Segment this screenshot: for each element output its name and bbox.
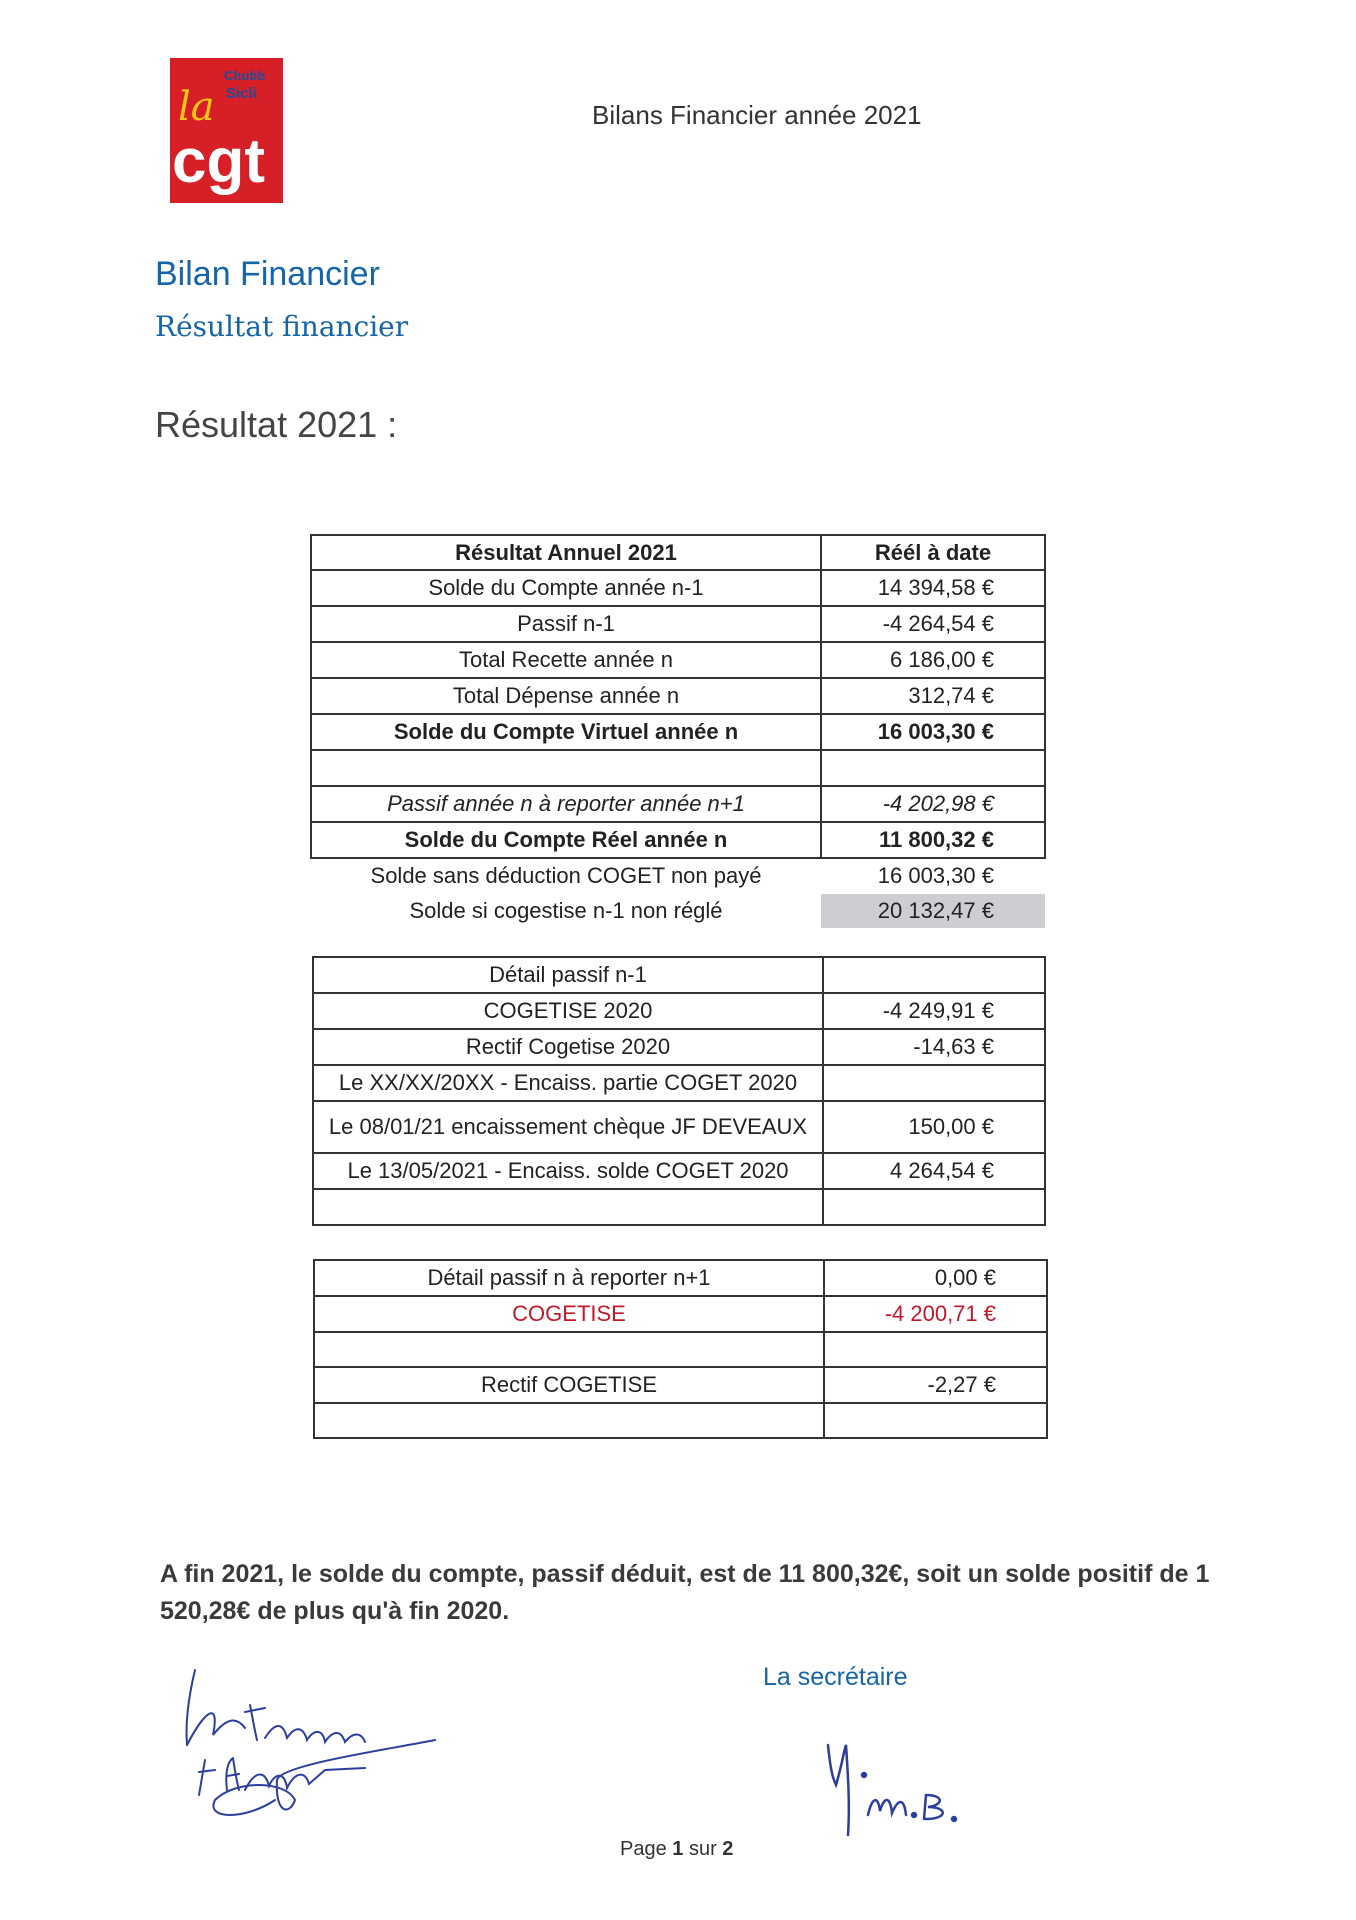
row-value: 14 394,58 € xyxy=(821,570,1045,606)
table-row xyxy=(311,786,1045,822)
row-label xyxy=(311,750,821,786)
annual-result-table xyxy=(310,534,1046,929)
table-row xyxy=(314,1332,1047,1367)
table-row xyxy=(311,822,1045,858)
highlighted-value: 20 132,47 € xyxy=(821,894,1045,928)
row-label xyxy=(314,1403,824,1438)
row-label: Détail passif n-1 xyxy=(313,957,823,993)
section-title: Bilan Financier xyxy=(155,255,380,293)
conclusion-text: A fin 2021, le solde du compte, passif déduit, est de 11 800,32€, soit un solde positif de 1 520,28€ de plus qu'à fin 2020. xyxy=(160,1560,1210,1625)
row-label: Passif année n à reporter année n+1 xyxy=(311,786,821,822)
cgt-logo xyxy=(170,58,283,203)
svg-text:la: la xyxy=(178,84,215,130)
table-row xyxy=(311,606,1045,642)
row-label: Solde du Compte année n-1 xyxy=(311,570,821,606)
row-label xyxy=(314,1332,824,1367)
row-value: -14,63 € xyxy=(823,1029,1045,1065)
table-header-value: Réél à date xyxy=(821,535,1045,570)
section-subtitle: Résultat financier xyxy=(155,310,409,343)
row-value: 6 186,00 € xyxy=(821,642,1045,678)
svg-text:Chubb: Chubb xyxy=(224,68,266,83)
row-label: Total Dépense année n xyxy=(311,678,821,714)
row-label: Rectif Cogetise 2020 xyxy=(313,1029,823,1065)
row-label: Le XX/XX/20XX - Encaiss. partie COGET 2020 xyxy=(313,1065,823,1101)
table-row xyxy=(313,1189,1045,1225)
table-row xyxy=(313,957,1045,993)
table-row xyxy=(313,1029,1045,1065)
table-row xyxy=(314,1296,1047,1332)
row-value: 16 003,30 € xyxy=(877,863,994,888)
current-page: 1 xyxy=(672,1838,684,1860)
row-label: COGETISE xyxy=(314,1296,824,1332)
row-label: Le 13/05/2021 - Encaiss. solde COGET 2020 xyxy=(313,1153,823,1189)
row-value xyxy=(824,1403,1047,1438)
page-middle: sur xyxy=(683,1838,723,1860)
row-value xyxy=(823,1065,1045,1101)
row-label: Solde si cogestise n-1 non réglé xyxy=(409,898,723,923)
row-value: -4 264,54 € xyxy=(821,606,1045,642)
table-row xyxy=(313,1153,1045,1189)
row-value xyxy=(823,1189,1045,1225)
row-label: Détail passif n à reporter n+1 xyxy=(314,1260,824,1296)
result-heading: Résultat 2021 : xyxy=(155,404,398,445)
row-label: Solde du Compte Virtuel année n xyxy=(311,714,821,750)
table-row xyxy=(311,570,1045,606)
row-label: Rectif COGETISE xyxy=(314,1367,824,1403)
secretary-label: La secrétaire xyxy=(763,1663,908,1691)
table-row xyxy=(311,858,1045,894)
row-value: 16 003,30 € xyxy=(821,714,1045,750)
row-value: 11 800,32 € xyxy=(821,822,1045,858)
document-header: Bilans Financier année 2021 xyxy=(592,100,922,130)
total-pages: 2 xyxy=(722,1838,734,1860)
table-row xyxy=(314,1260,1047,1296)
row-label: Le 08/01/21 encaissement chèque JF DEVEAUX xyxy=(313,1101,823,1153)
row-value xyxy=(823,957,1045,993)
row-label xyxy=(313,1189,823,1225)
row-value: -2,27 € xyxy=(824,1367,1047,1403)
row-value: 312,74 € xyxy=(821,678,1045,714)
table-row xyxy=(313,1101,1045,1153)
table-row xyxy=(313,1065,1045,1101)
table-row xyxy=(311,894,1045,928)
passif-report-table xyxy=(313,1259,1048,1439)
passif-detail-table xyxy=(312,956,1046,1226)
row-label: Total Recette année n xyxy=(311,642,821,678)
row-label: Solde du Compte Réel année n xyxy=(311,822,821,858)
svg-text:Sicli: Sicli xyxy=(226,85,257,102)
table-row xyxy=(311,750,1045,786)
row-value: -4 202,98 € xyxy=(821,786,1045,822)
secretary-signature xyxy=(820,1715,1010,1845)
row-value: 4 264,54 € xyxy=(823,1153,1045,1189)
table-row xyxy=(311,678,1045,714)
row-value: -4 200,71 € xyxy=(824,1296,1047,1332)
page-prefix: Page xyxy=(620,1838,673,1860)
table-row xyxy=(311,642,1045,678)
row-value: 150,00 € xyxy=(823,1101,1045,1153)
table-row xyxy=(314,1367,1047,1403)
row-value xyxy=(824,1332,1047,1367)
table-header-label: Résultat Annuel 2021 xyxy=(311,535,821,570)
row-label: Solde sans déduction COGET non payé xyxy=(370,863,762,888)
table-header-row xyxy=(311,535,1045,570)
table-row xyxy=(311,714,1045,750)
row-label: COGETISE 2020 xyxy=(313,993,823,1029)
svg-text:cgt: cgt xyxy=(172,127,265,196)
row-value: -4 249,91 € xyxy=(823,993,1045,1029)
table-row xyxy=(313,993,1045,1029)
row-value xyxy=(821,750,1045,786)
treasurer-signature xyxy=(165,1650,445,1820)
page-number xyxy=(620,1838,733,1861)
row-value: 0,00 € xyxy=(824,1260,1047,1296)
row-label: Passif n-1 xyxy=(311,606,821,642)
table-row xyxy=(314,1403,1047,1438)
